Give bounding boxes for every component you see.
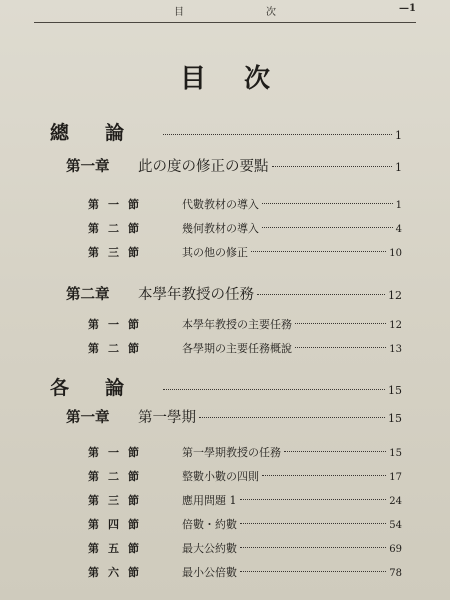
toc-section [88, 316, 402, 332]
page-number: 17 [389, 472, 402, 483]
section-label: 第四節 [88, 518, 148, 531]
section-title: 最小公倍數 [182, 566, 237, 579]
toc-chapter [66, 155, 402, 176]
part-label: 各論 [50, 377, 161, 399]
dot-leader [240, 499, 387, 500]
section-label: 第六節 [88, 566, 148, 579]
toc-section [88, 244, 402, 260]
dot-leader [199, 417, 385, 418]
dot-leader [272, 166, 393, 167]
page-number: 12 [388, 289, 402, 302]
toc-section [88, 468, 402, 484]
page-number: 12 [389, 320, 402, 331]
page-number: 15 [388, 384, 402, 397]
section-label: 第三節 [88, 246, 148, 259]
section-title: 本學年教授の主要任務 [182, 318, 292, 331]
section-label: 第二節 [88, 222, 148, 235]
section-title: 應用問題 1 [182, 494, 237, 507]
toc-section [88, 220, 402, 236]
dot-leader [257, 294, 385, 295]
page-number: 15 [389, 448, 402, 459]
chapter-title: 第一學期 [138, 410, 196, 426]
running-head-title: 次 [266, 7, 276, 18]
dot-leader [262, 475, 386, 476]
section-title: 各學期の主要任務概說 [182, 342, 292, 355]
chapter-label: 第一章 [66, 409, 110, 426]
section-label: 第二節 [88, 342, 148, 355]
dot-leader [295, 347, 386, 348]
section-title: 幾何教材の導入 [182, 222, 259, 235]
page-number: 4 [395, 224, 402, 235]
dot-leader [284, 451, 386, 452]
chapter-label: 第二章 [66, 286, 110, 303]
toc-section [88, 492, 402, 508]
page-number: 1 [395, 161, 402, 174]
section-title: 代數教材の導入 [182, 198, 259, 211]
dot-leader [295, 323, 386, 324]
page-number: 24 [389, 496, 402, 507]
toc-chapter [66, 406, 402, 427]
toc-section [88, 540, 402, 556]
section-title: 第一學期教授の任務 [182, 446, 281, 459]
section-label: 第二節 [88, 470, 148, 483]
page-number: 15 [388, 412, 402, 425]
dot-leader [240, 547, 386, 548]
chapter-title: 此の度の修正の要點 [138, 159, 269, 175]
section-title: 整數小數の四則 [182, 470, 259, 483]
section-title: 倍數・約數 [182, 518, 237, 531]
section-label: 第一節 [88, 446, 148, 459]
part-label: 總論 [50, 122, 161, 144]
section-title: 其の他の修正 [182, 246, 248, 259]
chapter-label: 第一章 [66, 158, 110, 175]
section-label: 第三節 [88, 494, 148, 507]
dot-leader [251, 251, 386, 252]
chapter-title: 本學年教授の任務 [138, 287, 254, 303]
running-head-page: —1 [399, 3, 416, 14]
section-label: 第一節 [88, 198, 148, 211]
toc-section [88, 196, 402, 212]
page-number: 13 [389, 344, 402, 355]
dot-leader [240, 571, 386, 572]
section-label: 第一節 [88, 318, 148, 331]
toc-section [88, 564, 402, 580]
toc-part [50, 373, 402, 400]
dot-leader [262, 227, 393, 228]
dot-leader [240, 523, 386, 524]
toc-section [88, 516, 402, 532]
dot-leader [262, 203, 393, 204]
page-title: 目次 [179, 64, 308, 94]
section-title: 最大公約數 [182, 542, 237, 555]
toc-chapter [66, 283, 402, 304]
page-number: 1 [395, 200, 402, 211]
page-number: 69 [389, 544, 402, 555]
running-head-mark: 目 [174, 7, 184, 18]
toc-section [88, 340, 402, 356]
dot-leader [163, 134, 392, 135]
section-label: 第五節 [88, 542, 148, 555]
page-number: 78 [389, 568, 402, 579]
page-number: 10 [389, 248, 402, 259]
toc-part [50, 118, 402, 145]
page-number: 54 [389, 520, 402, 531]
page-number: 1 [395, 129, 402, 142]
dot-leader [163, 389, 385, 390]
toc-section [88, 444, 402, 460]
